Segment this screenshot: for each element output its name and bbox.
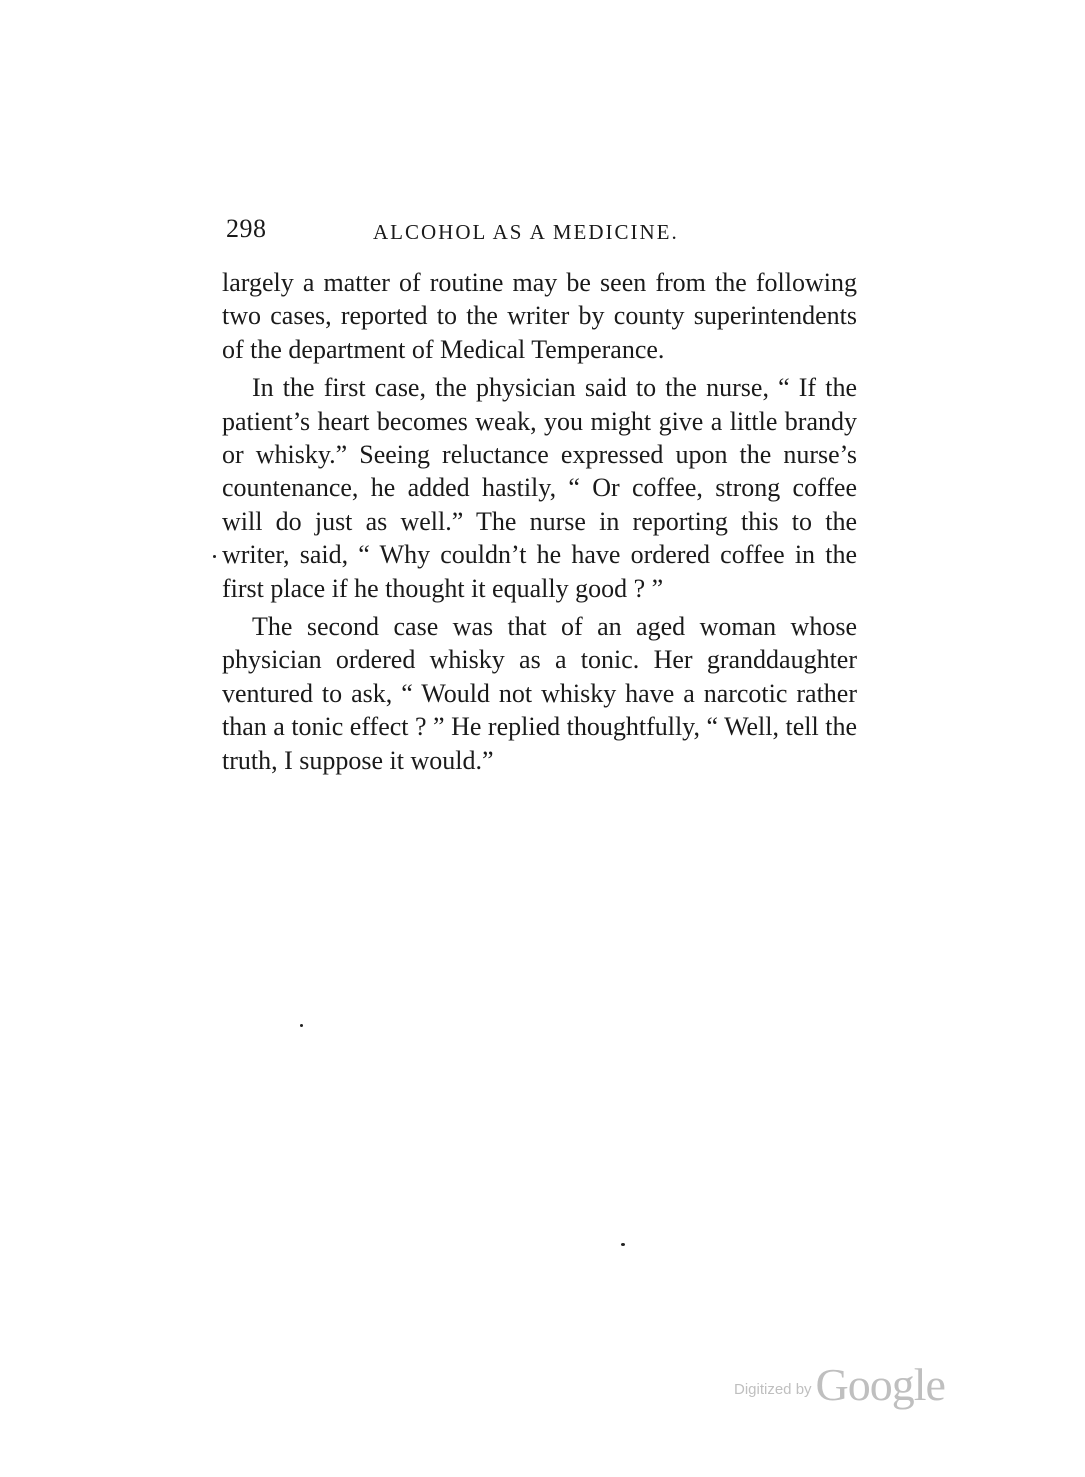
scan-speck — [621, 1243, 625, 1246]
running-head-title: ALCOHOL AS A MEDICINE. — [373, 220, 679, 244]
body-text — [222, 266, 857, 782]
page-number: 298 — [226, 214, 267, 243]
paragraph-second-case: The second case was that of an aged woman whose physician ordered whisky as a tonic. Her granddaughter ventured to ask, “ Would not whisky have a narcotic rather than a tonic effect ? ” He replied thoughtfully, “ Well, tell the truth, I suppose it would.” — [222, 612, 857, 775]
paragraph-first-case: In the first case, the physician said to the nurse, “ If the patient’s heart becomes weak, you might give a little brandy or whisky.” Seeing reluctance expressed upon the nurse’s countenance, he added hastily, “ Or coffee, strong coffee will do just as well.” The nurse in reporting this to the writer, said, “ Why couldn’t he have ordered coffee in the first place if he thought it equally good ? ” — [222, 373, 857, 603]
scan-speck — [213, 555, 216, 558]
paragraph-continued: largely a matter of routine may be seen from the following two cases, reported to the writer by county superintendents of the department of Medical Temperance. — [222, 268, 857, 364]
scan-speck — [300, 1024, 303, 1027]
google-logo: Google — [815, 1359, 945, 1410]
watermark-prefix: Digitized by — [734, 1381, 812, 1398]
digitized-by-google-watermark — [734, 1358, 945, 1411]
